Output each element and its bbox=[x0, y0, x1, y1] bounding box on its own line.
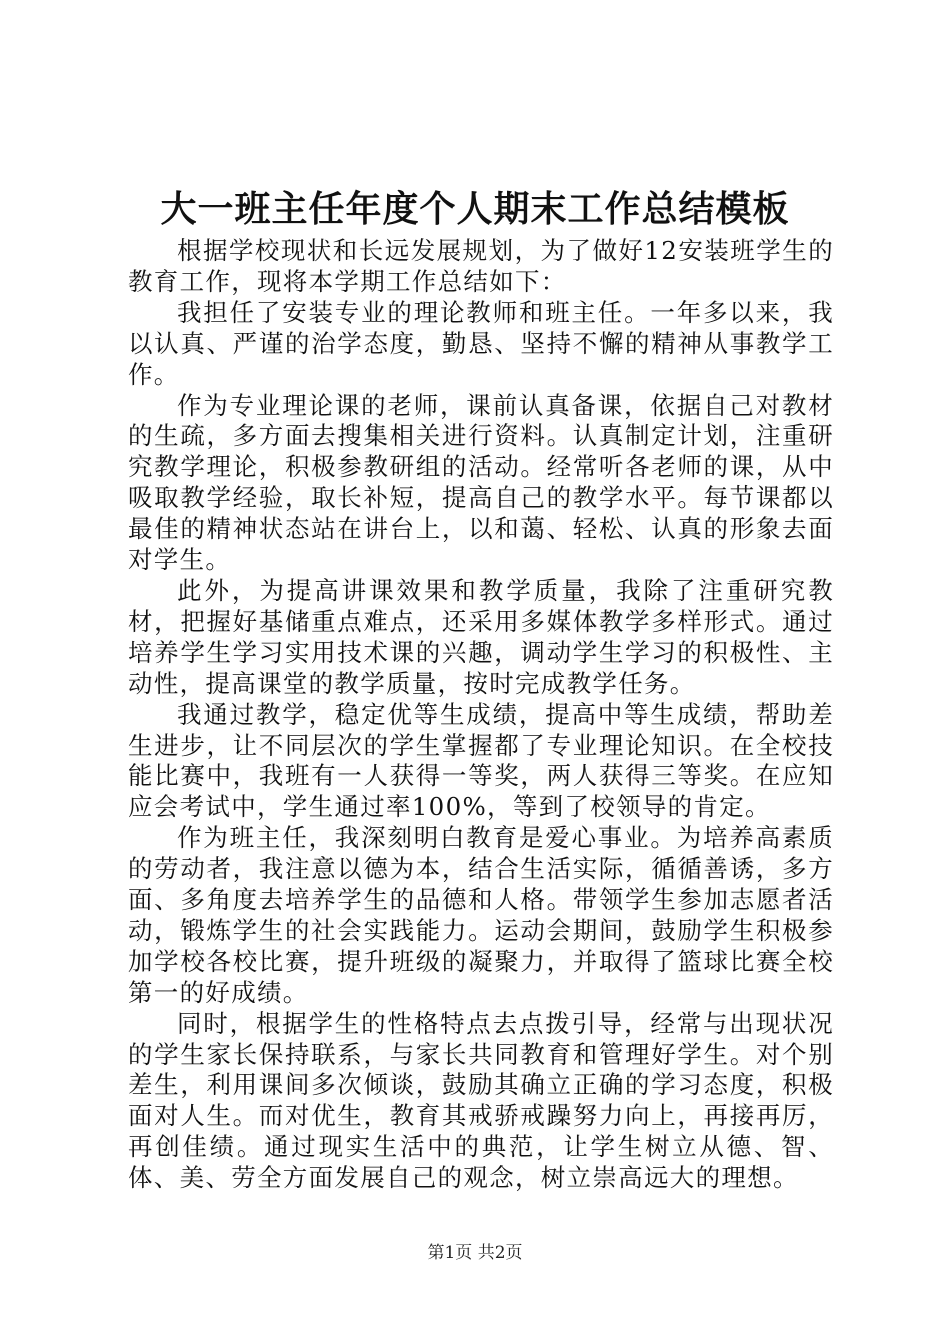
document-body bbox=[128, 236, 834, 1194]
paragraph-quality: 此外，为提高讲课效果和教学质量，我除了注重研究教材，把握好基储重点难点，还采用多媒体教学多样形式。通过培养学生学习实用技术课的兴趣，调动学生学习的积极性、主动性，提高课堂的教学质量，按时完成教学任务。 bbox=[128, 575, 834, 698]
paragraph-teaching: 作为专业理论课的老师，课前认真备课，依据自己对教材的生疏，多方面去搜集相关进行资料。认真制定计划，注重研究教学理论，积极参教研组的活动。经常听各老师的课，从中吸取教学经验，取长补短，提高自己的教学水平。每节课都以最佳的精神状态站在讲台上，以和蔼、轻松、认真的形象去面对学生。 bbox=[128, 390, 834, 575]
paragraph-role: 我担任了安装专业的理论教师和班主任。一年多以来，我以认真、严谨的治学态度，勤恳、坚持不懈的精神从事教学工作。 bbox=[128, 297, 834, 389]
paragraph-class-teacher: 作为班主任，我深刻明白教育是爱心事业。为培养高素质的劳动者，我注意以德为本，结合生活实际，循循善诱，多方面、多角度去培养学生的品德和人格。带领学生参加志愿者活动，锻炼学生的社会实践能力。运动会期间，鼓励学生积极参加学校各校比赛，提升班级的凝聚力，并取得了篮球比赛全校第一的好成绩。 bbox=[128, 823, 834, 1007]
paragraph-intro: 根据学校现状和长远发展规划，为了做好12安装班学生的教育工作，现将本学期工作总结如下： bbox=[128, 236, 834, 296]
paragraph-guidance: 同时，根据学生的性格特点去点拨引导，经常与出现状况的学生家长保持联系，与家长共同教育和管理好学生。对个别差生，利用课间多次倾谈，鼓励其确立正确的学习态度，积极面对人生。而对优生，教育其戒骄戒躁努力向上，再接再厉，再创佳绩。通过现实生活中的典范，让学生树立从德、智、体、美、劳全方面发展自己的观念，树立崇高远大的理想。 bbox=[128, 1008, 834, 1193]
page-number-footer: 第1页 共2页 bbox=[427, 1243, 523, 1263]
paragraph-results: 我通过教学，稳定优等生成绩，提高中等生成绩，帮助差生进步，让不同层次的学生掌握都了专业理论知识。在全校技能比赛中，我班有一人获得一等奖，两人获得三等奖。在应知应会考试中，学生通过率100%，等到了校领导的肯定。 bbox=[128, 699, 834, 822]
document-title: 大一班主任年度个人期末工作总结模板 bbox=[160, 188, 790, 230]
